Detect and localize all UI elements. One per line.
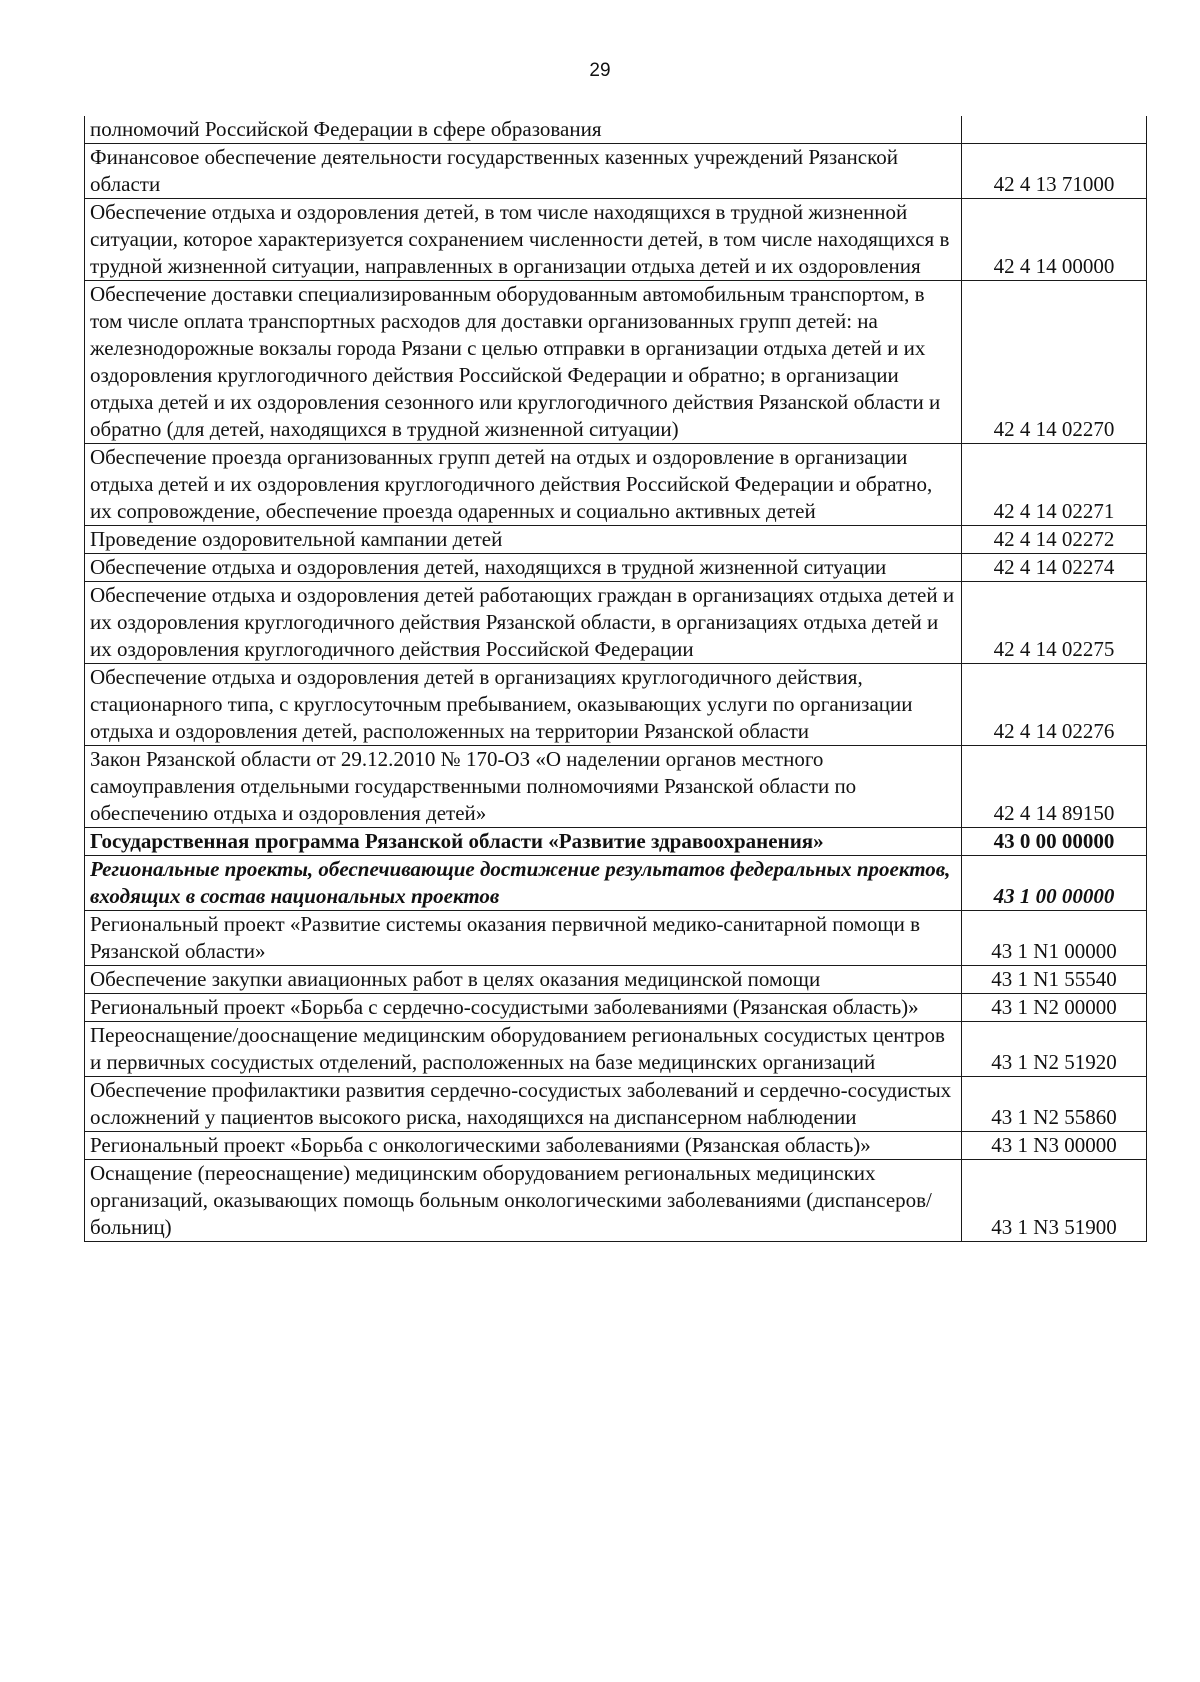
row-description: Обеспечение отдыха и оздоровления детей, в том числе находящихся в трудной жизненной ситуации, которое характеризуется сохранением численности детей, в том числе находящихся в трудной жизненной ситуации, направленных в организации отдыха детей и их оздоровления — [85, 199, 962, 281]
table-row — [85, 116, 1147, 144]
table-row — [85, 1022, 1147, 1077]
table-row — [85, 144, 1147, 199]
row-code: 43 1 N2 55860 — [962, 1077, 1147, 1132]
row-code: 43 1 N2 51920 — [962, 1022, 1147, 1077]
table-row — [85, 199, 1147, 281]
row-description: Обеспечение отдыха и оздоровления детей, находящихся в трудной жизненной ситуации — [85, 554, 962, 582]
page-number: 29 — [589, 60, 611, 81]
row-code: 43 1 N3 00000 — [962, 1132, 1147, 1160]
row-description: Обеспечение доставки специализированным оборудованным автомобильным транспортом, в том числе оплата транспортных расходов для доставки организованных групп детей: на железнодорожные вокзалы города Рязани с целью отправки в организации отдыха детей и их оздоровления круглогодичного действия Российской Федерации и обратно; в организации отдыха детей и их оздоровления сезонного или круглогодичного действия Рязанской области и обратно (для детей, находящихся в трудной жизненной ситуации) — [85, 281, 962, 444]
row-description: Региональный проект «Развитие системы оказания первичной медико-санитарной помощи в Рязанской области» — [85, 911, 962, 966]
table-row — [85, 966, 1147, 994]
row-description: Финансовое обеспечение деятельности государственных казенных учреждений Рязанской области — [85, 144, 962, 199]
row-description: Переоснащение/дооснащение медицинским оборудованием региональных сосудистых центров и первичных сосудистых отделений, расположенных на базе медицинских организаций — [85, 1022, 962, 1077]
row-description: Обеспечение отдыха и оздоровления детей в организациях круглогодичного действия, стационарного типа, с круглосуточным пребыванием, оказывающих услуги по организации отдыха и оздоровления детей, расположенных на территории Рязанской области — [85, 664, 962, 746]
table-row — [85, 828, 1147, 856]
table-row — [85, 1160, 1147, 1242]
table-row — [85, 444, 1147, 526]
row-description: Проведение оздоровительной кампании детей — [85, 526, 962, 554]
row-description: Закон Рязанской области от 29.12.2010 № 170-ОЗ «О наделении органов местного самоуправления отдельными государственными полномочиями Рязанской области по обеспечению отдыха и оздоровления детей» — [85, 746, 962, 828]
table-row — [85, 526, 1147, 554]
table-row — [85, 582, 1147, 664]
row-description: Государственная программа Рязанской области «Развитие здравоохранения» — [85, 828, 962, 856]
row-code: 43 1 N1 55540 — [962, 966, 1147, 994]
table-row — [85, 281, 1147, 444]
row-code: 42 4 14 02275 — [962, 582, 1147, 664]
row-code: 43 1 N1 00000 — [962, 911, 1147, 966]
row-description: Обеспечение отдыха и оздоровления детей работающих граждан в организациях отдыха детей и их оздоровления круглогодичного действия Рязанской области, в организациях отдыха детей и их оздоровления круглогодичного действия Российской Федерации — [85, 582, 962, 664]
table-row — [85, 664, 1147, 746]
table-row — [85, 856, 1147, 911]
table-row — [85, 994, 1147, 1022]
row-description: Оснащение (переоснащение) медицинским оборудованием региональных медицинских организаций, оказывающих помощь больным онкологическими заболеваниями (диспансеров/больниц) — [85, 1160, 962, 1242]
row-code: 43 0 00 00000 — [962, 828, 1147, 856]
budget-classification-table — [84, 116, 1147, 1242]
row-code: 42 4 14 02272 — [962, 526, 1147, 554]
row-description: Обеспечение закупки авиационных работ в целях оказания медицинской помощи — [85, 966, 962, 994]
table-row — [85, 746, 1147, 828]
table-body — [85, 116, 1147, 1242]
row-code — [962, 116, 1147, 144]
row-description: Региональные проекты, обеспечивающие достижение результатов федеральных проектов, входящих в состав национальных проектов — [85, 856, 962, 911]
row-description: полномочий Российской Федерации в сфере образования — [85, 116, 962, 144]
row-code: 42 4 13 71000 — [962, 144, 1147, 199]
row-code: 42 4 14 02276 — [962, 664, 1147, 746]
row-description: Региональный проект «Борьба с онкологическими заболеваниями (Рязанская область)» — [85, 1132, 962, 1160]
row-code: 42 4 14 02270 — [962, 281, 1147, 444]
row-code: 42 4 14 00000 — [962, 199, 1147, 281]
table-row — [85, 911, 1147, 966]
table-row — [85, 1132, 1147, 1160]
row-description: Региональный проект «Борьба с сердечно-сосудистыми заболеваниями (Рязанская область)» — [85, 994, 962, 1022]
row-description: Обеспечение профилактики развития сердечно-сосудистых заболеваний и сердечно-сосудистых осложнений у пациентов высокого риска, находящихся на диспансерном наблюдении — [85, 1077, 962, 1132]
row-code: 42 4 14 02274 — [962, 554, 1147, 582]
row-code: 43 1 N3 51900 — [962, 1160, 1147, 1242]
row-code: 42 4 14 02271 — [962, 444, 1147, 526]
row-code: 42 4 14 89150 — [962, 746, 1147, 828]
table-row — [85, 1077, 1147, 1132]
row-code: 43 1 N2 00000 — [962, 994, 1147, 1022]
table-row — [85, 554, 1147, 582]
row-description: Обеспечение проезда организованных групп детей на отдых и оздоровление в организации отдыха детей и их оздоровления круглогодичного действия Российской Федерации и обратно, их сопровождение, обеспечение проезда одаренных и социально активных детей — [85, 444, 962, 526]
row-code: 43 1 00 00000 — [962, 856, 1147, 911]
